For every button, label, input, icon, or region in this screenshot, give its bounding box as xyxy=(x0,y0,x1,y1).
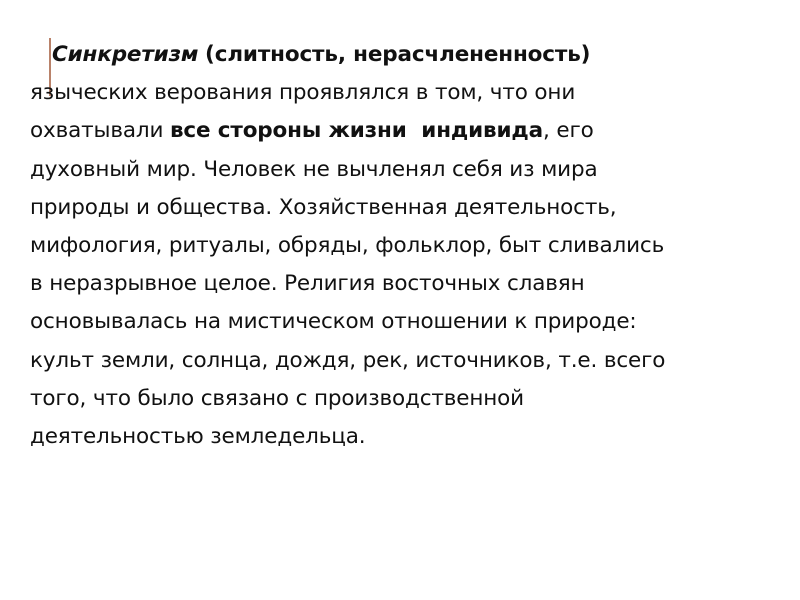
term-syncretism: Синкретизм xyxy=(52,42,199,67)
text-line-10: того, что было связано с производственной xyxy=(30,385,524,411)
text-line-9: культ земли, солнца, дождя, рек, источников, т.е. всего xyxy=(30,347,666,373)
text-line-8: основывалась на мистическом отношении к природе: xyxy=(30,309,637,335)
text-line-11: деятельностью земледельца. xyxy=(30,424,366,450)
line3-suffix: , его xyxy=(543,118,594,144)
text-line-3 xyxy=(30,112,790,150)
text-line-7: в неразрывное целое. Религия восточных славян xyxy=(30,271,585,297)
text-line-5: природы и общества. Хозяйственная деятельность, xyxy=(30,194,617,220)
body-paragraph xyxy=(30,36,790,456)
line3-emphasis: все стороны жизни индивида xyxy=(169,118,543,144)
line3-prefix: охватывали xyxy=(30,118,170,144)
text-line-6: мифология, ритуалы, обряды, фольклор, быт сливались xyxy=(30,233,665,259)
term-definition: (слитность, нерасчлененность) xyxy=(205,42,591,67)
text-line-2: языческих верования проявлялся в том, что они xyxy=(30,80,576,106)
text-line-4: духовный мир. Человек не вычленял себя из мира xyxy=(30,156,598,182)
text-line-1 xyxy=(30,36,790,74)
